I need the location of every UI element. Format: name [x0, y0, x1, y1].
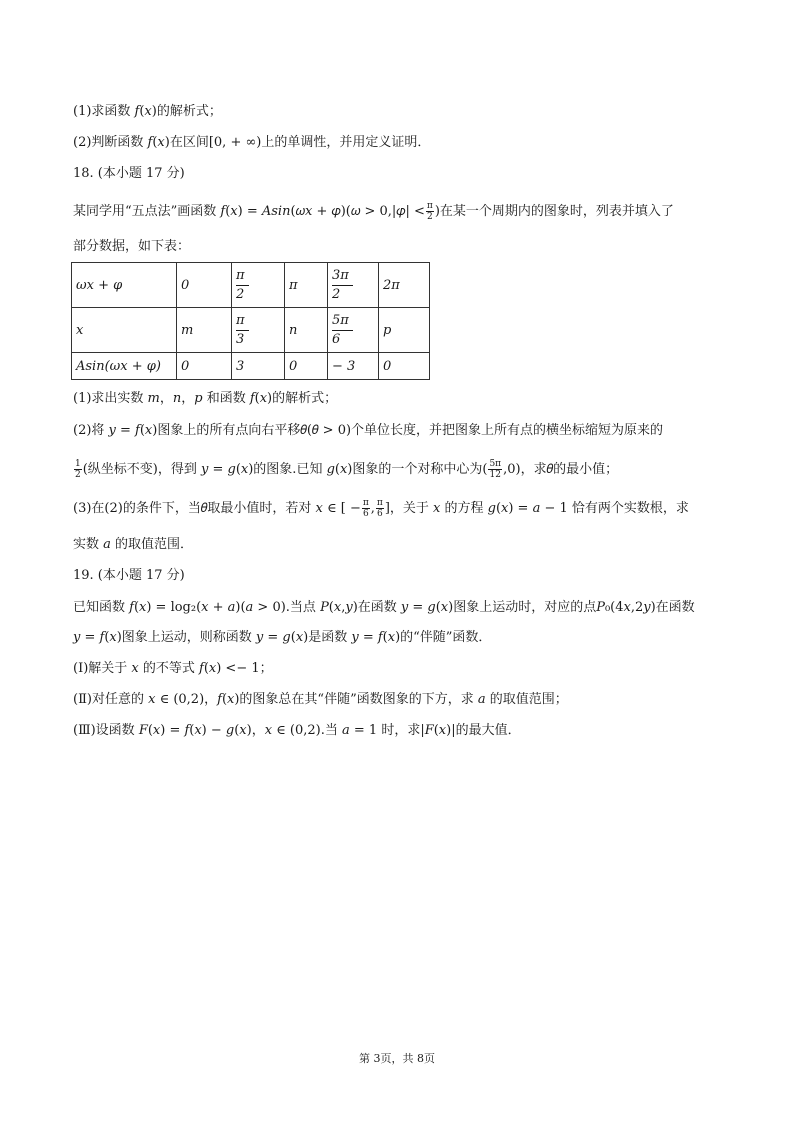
- table-cell: 𝑥: [72, 308, 177, 353]
- q19-part2: (Ⅱ)对任意的 𝑥 ∈ (0,2)，𝑓(𝑥)的图象总在其“伴随”函数图象的下方，求 𝑎 的取值范围；: [73, 692, 568, 707]
- table-row: [72, 308, 430, 353]
- table-cell: 𝑚: [177, 308, 232, 353]
- five-point-table: [71, 262, 430, 380]
- table-cell: 𝐴𝑠𝑖𝑛(𝜔𝑥 + 𝜑): [72, 353, 177, 380]
- q19-intro: 已知函数 𝑓(𝑥) = log₂(𝑥 + 𝑎)(𝑎 > 0).当点 𝑃(𝑥,𝑦)在函数 𝑦 = 𝑔(𝑥)图象上运动时，对应的点𝑃₀(4𝑥,2𝑦)在函数: [73, 600, 695, 615]
- table-cell: − 3: [328, 353, 379, 380]
- fraction-one-half: $\frac{1}{2}$: [75, 459, 81, 480]
- table-cell: $\frac{\pi}{2}$: [232, 263, 285, 308]
- table-cell: 0: [177, 263, 232, 308]
- q17-part2: (2)判断函数 𝑓(𝑥)在区间[0, + ∞)上的单调性，并用定义证明．: [73, 135, 431, 150]
- table-cell: 𝑛: [285, 308, 328, 353]
- q19-intro-cont: 𝑦 = 𝑓(𝑥)图象上运动，则称函数 𝑦 = 𝑔(𝑥)是函数 𝑦 = 𝑓(𝑥)的“伴随”函数．: [73, 630, 492, 645]
- table-cell: 0: [379, 353, 430, 380]
- q18-part3-cont: 实数 𝑎 的取值范围．: [73, 537, 194, 552]
- table-cell: 𝜔𝑥 + 𝜑: [72, 263, 177, 308]
- page-footer: 第 3页，共 8页: [359, 1052, 435, 1065]
- q18-part2: (2)将 𝑦 = 𝑓(𝑥)图象上的所有点向右平移𝜃(𝜃 > 0)个单位长度，并把图象上所有点的横坐标缩短为原来的: [73, 423, 664, 438]
- q19-heading: 19. (本小题 17 分): [73, 568, 185, 583]
- fraction-pi-over-6: $\frac{\pi}{6}$: [362, 498, 369, 519]
- q17-part1: (1)求函数 𝑓(𝑥)的解析式；: [73, 104, 222, 119]
- q19-part3: (Ⅲ)设函数 𝐹(𝑥) = 𝑓(𝑥) − 𝑔(𝑥)，𝑥 ∈ (0,2).当 𝑎 = 1 时，求|𝐹(𝑥)|的最大值．: [73, 723, 521, 738]
- table-cell: π: [285, 263, 328, 308]
- fraction-5pi-over-12: $\frac{5\pi}{12}$: [489, 459, 502, 480]
- table-cell: $\frac{3\pi}{2}$: [328, 263, 379, 308]
- q18-part3: (3)在(2)的条件下，当𝜃取最小值时，若对 𝑥 ∈ [ − $\frac{\pi}{6}$ , $\frac{\pi}{6}$ ]，关于 𝑥 的方程 𝑔(𝑥) = 𝑎 − 1 恰有两个实数根，求: [73, 498, 689, 519]
- fraction-pi-over-2: $\frac{\pi}{2}$: [426, 201, 433, 222]
- table-cell: $\frac{5\pi}{6}$: [328, 308, 379, 353]
- table-cell: 𝑝: [379, 308, 430, 353]
- fraction-pi-over-6: $\frac{\pi}{6}$: [376, 498, 383, 519]
- q18-heading: 18. (本小题 17 分): [73, 166, 185, 181]
- q18-part1: (1)求出实数 𝑚，𝑛，𝑝 和函数 𝑓(𝑥)的解析式；: [73, 391, 338, 406]
- q18-intro-cont: 部分数据，如下表：: [73, 239, 191, 254]
- table-cell: $\frac{\pi}{3}$: [232, 308, 285, 353]
- table-cell: 0: [177, 353, 232, 380]
- table-row: [72, 353, 430, 380]
- table-row: [72, 263, 430, 308]
- q19-part1: (Ⅰ)解关于 𝑥 的不等式 𝑓(𝑥) <− 1；: [73, 661, 273, 676]
- table-cell: 2π: [379, 263, 430, 308]
- table-cell: 0: [285, 353, 328, 380]
- q18-part2-cont: $\frac{1}{2}$ (纵坐标不变)，得到 𝑦 = 𝑔(𝑥)的图象.已知 𝑔(𝑥)图象的一个对称中心为( $\frac{5\pi}{12}$ ,0)，求𝜃的最小值；: [75, 459, 619, 480]
- table-cell: 3: [232, 353, 285, 380]
- q18-intro: 某同学用“五点法”画函数 𝑓(𝑥) = 𝐴𝑠𝑖𝑛(𝜔𝑥 + 𝜑)(𝜔 > 0,|𝜑| < $\frac{\pi}{2}$ )在某一个周期内的图象时，列表并填入了: [73, 201, 674, 222]
